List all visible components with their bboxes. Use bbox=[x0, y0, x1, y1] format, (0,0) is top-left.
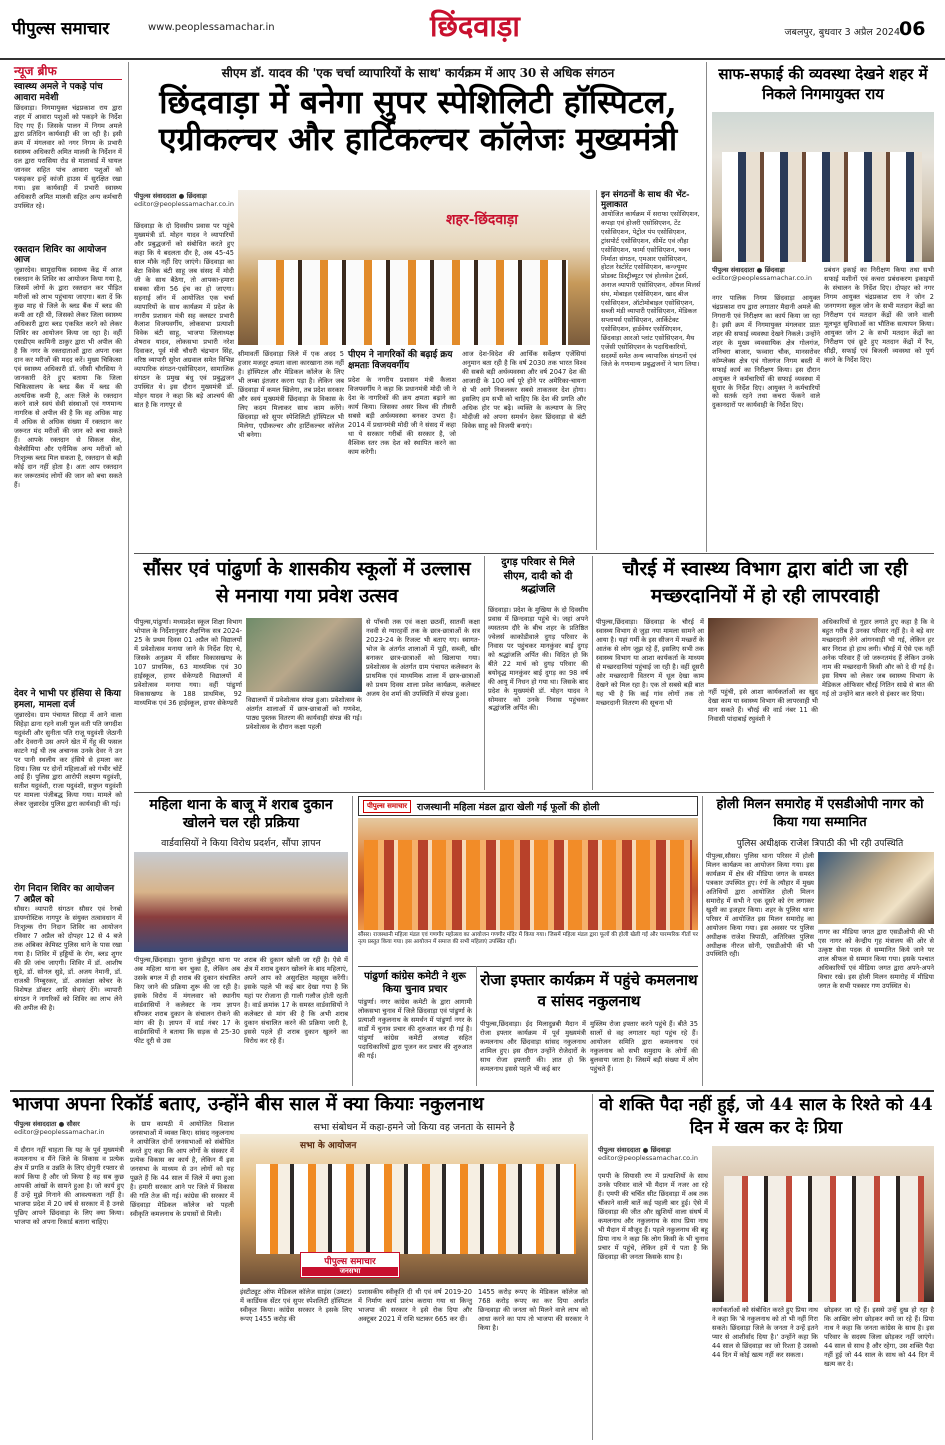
divider bbox=[484, 556, 485, 790]
priya-photo bbox=[712, 1146, 934, 1302]
page-number: 06 bbox=[899, 18, 926, 40]
byline-email[interactable]: editor@peoplessamachar.co.in bbox=[712, 274, 812, 283]
divider bbox=[128, 62, 129, 942]
iftar-col-1: पीपुल्स,छिंदवाड़ा। ईद मिलादुन्नबी मैदान में रोजा इफ्तार कार्यक्रम में पूर्व मुख्यमंत्री कमलनाथ और छिंदवाड़ा सांसद नकुलनाथ शामिल हुए। इस दौरान उन्होंने रोजेदारों के साथ रोजा इफ्तारी की। ज्ञात हो कि कमलनाथ इससे पहले भी कई बार bbox=[480, 1020, 586, 1073]
divider bbox=[702, 796, 703, 1086]
brief-title: देवर ने भाभी पर हंसिया से किया हमला, मामला दर्ज bbox=[14, 689, 121, 710]
mosquito-col-2: नहीं पहुंची, इसे आशा कार्यकर्ताओं का खुद देखा काम या स्वास्थ्य विभाग की लापरवाही भी मान सकते हैं। चौरई की वार्ड नंबर 11 की निवासी पांदाबाई रघुवंशी ने bbox=[708, 688, 819, 723]
cleanliness-photo bbox=[712, 112, 934, 262]
bjp-byline bbox=[14, 1120, 124, 1137]
byline-email[interactable]: editor@peoplessamachar.co.in bbox=[134, 200, 234, 209]
byline-text: पीपुल्स संवाददाता ● छिंदवाड़ा bbox=[712, 266, 785, 274]
divider bbox=[592, 556, 593, 790]
byline-email[interactable]: editor@peoplessamachar.co.in bbox=[598, 1154, 698, 1163]
school-col-2: विद्यालयों में प्रवेशोत्सव संपन्न हुआ। प्रवेशोत्सव के अंतर्गत शालाओं में छात्र-छात्राओं को गणवेश, पाठ्य पुस्तक वितरण की कार्यवाही संपन्न की गई। प्रवेशोत्सव के दौरान कक्षा पहली bbox=[246, 696, 362, 731]
liquor-col-1: पीपुल्स,छिंदवाड़ा। पुराना कुंडीपुरा थाना पर अब महिला थाना बन चुका है, लेकिन अब उसके बगल में ही शराब की दुकान संचालित किए जाने की प्रक्रिया शुरू की जा रही है। इसके विरोध में मंगलवार को स्थानीय वार्डवासियों ने कलेक्टर के नाम ज्ञापन सौंपकर शराब दुकान के संचालन रोकने की मांग की है। ज्ञापन में वार्ड नंबर 17 के वार्डवासियों ने बताया कि सड़क से 25-30 फीट दूरी से उस bbox=[134, 956, 240, 1045]
divider bbox=[352, 796, 353, 1086]
priya-col-2: कार्यकर्ताओं को संबोधित करते हुए प्रिया नाथ ने कहा कि 'बे नकुलनाथ को तो भी नहीं गिरा सकते। छिंदवाड़ा जिले के जनता ने उन्हें इतने प्यार से आशीर्वाद दिया है।' उन्होंने कहा कि 44 साल से छिंदवाड़ा का जो रिश्ता है उसको 44 दिन में कोई खत्म नहीं कर सकता। bbox=[712, 1306, 818, 1359]
cleanliness-headline: साफ-सफाई की व्यवस्था देखने शहर में निकले निगमायुक्त राय bbox=[718, 65, 928, 104]
photo-crowd bbox=[258, 260, 568, 345]
lead-headline bbox=[134, 84, 702, 184]
sidebar-text: आयोजित कार्यक्रम में सराफा एसोसिएशन, कपड़ा एवं होजरी एसोसिएशन, टेंट एसोसिएशन, पेट्रोल पंप एसोसिएशन, ट्रांसपोर्ट एसोसिएशन, सीमेंट एवं लौहा एसोसिएशन, फार्मा एसोसिएशन, भवन निर्माता संगठन, एमआर एसोसिएशन, होटल रेस्टोरेंट एसोसिएशन, कन्ज्यूमर प्रोडक्ट डिस्ट्रीब्यूटर एवं होलसेल ट्रेडर्स, अनाज व्यापारी एसोसिएशन, ऑयल मिलर्स संघ, मोबाइल एसोसिएशन, खाद बीज एसोसिएशन, ऑटोमोबाइल एसोसिएशन, सब्जी मंडी व्यापारी एसोसिएशन, मेडिकल सप्लायर्स एसोसिएशन, आर्किटेक्ट एसोसिएशन, हार्डवेयर एसोसिएशन, छिंदवाड़ा आरओ प्लांट एसोसिएशन, मैथ एजेंसी एसोसिएशन के पदाधिकारियों, सदस्यों समेत अन्य व्यापारिक संगठनों एवं जिले के गणमान्य प्रबुद्धजनों ने भाग लिया। bbox=[601, 210, 701, 369]
lead-col-3: प्रदेश के नगरीय प्रशासन मंत्री कैलाश विजयवर्गीय ने कहा कि प्रधानमंत्री मोदी जी ने देश के नागरिकों की क्रय क्षमता बढ़ाने का कार्य किया। जिसका असर विश्व की तीसरी सबसे बड़ी अर्थव्यवस्था बनकर उभरा है। 2014 में प्रधानमंत्री मोदी जी ने संसद में कहा था ये सरकार गरीबों की सरकार है, जो वैश्विक स्तर तक देश को स्थापित करने का काम करेगी। bbox=[348, 376, 456, 456]
bjp-col-2: के ग्राम कामठी में आयोजित विशाल जनसभाओं में व्यक्त किए। सांसद नकुलनाथ ने आयोजित दोनों जनसभाओं को संबोधित करते हुए कहा कि आप लोगों के संस्कार में प्रत्येक विकास का कार्य है, लेकिन मैं इस जनसभा के माध्यम से उन लोगों को यह पूछते हैं कि 44 साल में जिले में क्या हुआ है। हमारी सरकार आने पर जिले में विकास की गति तेज की गई। कांग्रेस की सरकार में छिंदवाड़ा मेडिकल कॉलेज को पहली स्वीकृति कमलनाथ के प्रयासों से मिली। bbox=[130, 1120, 234, 1218]
cleanliness-col-1: नगर पालिक निगम छिंदवाड़ा आयुक्त चंद्रप्रकाश राय द्वारा लगातार मैदानी अमले की निगरानी एवं निरीक्षण का कार्य किया जा रहा है। इसी क्रम में निगमायुक्त मंगलवार प्रातः शहर की सफाई व्यवस्था देखने निकले। उन्होंने शहर के मुख्य व्यवसायिक क्षेत्र गोलगंज, शनिचरा बाजार, फव्वारा चौक, मानसरोवर कॉम्प्लेक्स क्षेत्र एवं गोलगंज निगम बस्ती में सफाई कार्य का निरीक्षण किया। इस दौरान आयुक्त ने कर्मचारियों की सफाई व्यवस्था में सुधार के निर्देश दिए। आयुक्त ने कर्मचारियों को सतर्क रहने तथा कचरा फेंकने वाले दुकानदारों पर कार्यवाही के निर्देश दिए। bbox=[712, 294, 820, 410]
school-photo bbox=[246, 618, 362, 692]
liquor-headline: महिला थाना के बाजू में शराब दुकान खोलने चल रही प्रक्रिया bbox=[149, 797, 333, 832]
bjp-col-4: प्रशासकीय स्वीकृति दी थी एवं वर्ष 2019-20 में निर्माण कार्य प्रारंभ कराया गया था किन्तु भाजपा की सरकार ने इसे रोक दिया और अक्टूबर 2021 में राशि घटाकर 665 कर दी। bbox=[358, 1288, 472, 1323]
brief-title: रक्तदान शिविर का आयोजन आज bbox=[14, 244, 107, 266]
photo-women bbox=[364, 840, 692, 930]
brief-text: छिंदवाड़ा। निगमायुक्त चंद्रप्रकाश राय द्वारा शहर में आवारा पशुओं को पकड़ने के निर्देश दिए गए हैं। जिसके पालन में निगम अमले द्वारा प्रतिदिन कार्यवाही की जा रही है। इसी क्रम में मंगलवार को नगर निगम के प्रभारी स्वास्थ्य अधिकारी अमित मालवी के निर्देशन में दल द्वारा परासिया रोड से मातावार्ड में घायल जानवर सहित पांच आवारा पशुओं को पकड़कर इन्हें कांजी हाउस में सुरक्षित रखा गया। इस कार्यवाही में प्रभारी स्वास्थ्य अधिकारी अमित मालवी सहित अन्य कर्मचारी उपस्थित रहे। bbox=[14, 103, 122, 211]
sdop-col-1: पीपुल्स,सौसर। पुलिस थाना परिसर में होली मिलन कार्यक्रम का आयोजन किया गया। इस कार्यक्रम में क्षेत्र की मीडिया जगत के समस्त पत्रकार उपस्थित हुए। रंगों के त्यौहार में मुख्य अतिथियों द्वारा आयोजित होली मिलन समारोह में सभी ने एक दूसरे को रंग लगाकर खुशी का इजहार किया। शहर के पुलिस थाना परिसर में आयोजित इस मिलन समारोह का आयोजन किया गया। इस अवसर पर पुलिस अधीक्षक राजेश त्रिपाठी, अतिरिक्त पुलिस अधीक्षक नीरज सोनी, एसडीओपी की भी उपस्थिति रही। bbox=[706, 852, 814, 959]
bjp-subhead: सभा संबोधन में कहा-हमने जो किया वह जनता के सामने है bbox=[313, 1122, 515, 1133]
bjp-headline: भाजपा अपना रिकॉर्ड बताए, उन्होंने बीस साल में क्या कियाः नकुलनाथ bbox=[12, 1094, 484, 1115]
brief-item bbox=[14, 884, 122, 1046]
brief-item bbox=[14, 245, 122, 687]
holi-photo bbox=[358, 818, 698, 930]
brief-item bbox=[14, 82, 122, 242]
dugad-headline: दुगड़ परिवार से मिले सीएम, दादी को दी श्रद्धांजलि bbox=[501, 557, 575, 595]
news-brief-column bbox=[14, 62, 122, 1012]
iftar-headline: रोजा इफ्तार कार्यक्रम में पहुंचे कमलनाथ व सांसद नकुलनाथ bbox=[480, 971, 698, 1010]
mosquito-headline: चौरई में स्वास्थ्य विभाग द्वारा बांटी जा रही मच्छरदानियों में हो रही लापरवाही bbox=[622, 558, 908, 607]
masthead-logo bbox=[12, 16, 109, 38]
brief-text: जुन्नारदेव। सामुदायिक स्वास्थ्य केंद्र में आज रक्तदान के शिविर का आयोजन किया गया है, जिसमें लोगों के द्वारा रक्तदान कर पीड़ित मरीजों को लाभ पहुंचाया जाएगा। बता दें कि कुछ माह से जिले के ब्लड बैंक में ब्लड की कमी आ रही थी, जिसको लेकर जिला स्वास्थ्य अधिकारी द्वारा ब्लड एकत्रित करने को लेकर शिविर का आयोजन किया जा रहा है। वहीं एसडीएम कामिनी ठाकुर द्वारा भी अपील की है कि नगर के रक्तदाताओं द्वारा अपना रक्त दान कर मरीजों की मदद करें। मुख्य चिकित्सा एवं स्वास्थ्य अधिकारी डॉ. जीसी चौरसिया ने जानकारी देते हुए बताया कि जिला चिकित्सालय के ब्लड बैंक में ब्लड की अत्यधिक कमी है, अतः जिले के रक्तदान करने वाले स्वयं सेवी संस्थाओं एवं गणमान्य नागरिक से अपील की है कि वह अधिक माह में अधिक से अधिक संख्या में रक्तदान कर जरूरत मंद मरीजों की जान को बचा सकते हैं। आपके रक्तदान से सिकल सेल, थैलेसीमिया और एनीमिक अन्य मरीजों को निःशुल्क ब्लड मिल सकता है, रक्तदान से बड़ी कोई दान नहीं होता है। अतः आप रक्तदान कर जरूरतमंद लोगों की जान को बचा सकते हैं। bbox=[14, 266, 122, 490]
priya-col-3: छोड़कर जा रहे हैं। इससे उन्हें दुख हो रहा है कि आखिर लोग छोड़कर क्यों जा रहे हैं। प्रिया नाथ ने कहा कि जनता कांग्रेस के साथ है। इस परिवार के सदस्य जिला छोड़कर नहीं जाएंगे। 44 साल से साथ है और रहेगा, उस शक्ति पैदा नहीं हुई जो 44 साल के साथ को 44 दिन में खत्म कर दे। bbox=[824, 1306, 934, 1368]
sdop-photo bbox=[818, 852, 934, 924]
byline-text: पीपुल्स संवाददाता ● छिंदवाड़ा bbox=[598, 1146, 671, 1154]
brief-title: स्वास्थ्य अमले ने पकड़े पांच आवारा मवेशी bbox=[14, 82, 103, 103]
photo-banner: सभा के आयोजन bbox=[300, 1141, 357, 1151]
mosquito-col-1: पीपुल्स,छिंदवाड़ा। छिंदवाड़ा के चौरई में स्वास्थ्य विभाग से जुड़ा नया मामला सामने आ आया है। यहां गर्मी के इस सीजन में मच्छरों के आतंक से लोग जूझ रहे हैं, इसलिए सभी तक स्वास्थ्य विभाग या आशा कार्यकर्ता के माध्यम से मच्छरदानियां पहुंचाई जा रही है। वहीं दूसरी ओर मच्छरदानी वितरण में धूल देखा काम देखने को मिल रहा है। एक तो सबसे बड़ी बात यह भी है कि कई गांव लोगों तक तो मच्छरदानी वितरण की सूचना भी bbox=[596, 618, 704, 707]
lead-kicker: सीएम डॉ. यादव की 'एक चर्चा व्यापारियों के साथ' कार्यक्रम में आए 30 से अधिक संगठन bbox=[221, 66, 615, 80]
divider bbox=[134, 792, 934, 793]
byline-email[interactable]: editor@peoplessamachar.in bbox=[14, 1128, 105, 1137]
lead-sub-head: पीएम ने नागरिकों की बढ़ाई क्रय क्षमताः विजयवर्गीय bbox=[348, 350, 453, 371]
liquor-photo bbox=[134, 852, 348, 952]
congress-body: पांढुर्णा। नगर कांग्रेस कमेटी के द्वारा आगामी लोकसभा चुनाव में जिले छिंदवाड़ा एवं पांढुर्णा के प्रत्याशी नकुलनाथ के समर्थन में पांढुर्णा नगर के वार्डों में चुनाव प्रचार की शुरुआत कर दी गई है। पांढुर्णा कांग्रेस कमेटी अध्यक्ष सहित पदाधिकारियों द्वारा पूजन कर प्रचार की शुरुआत की गई। bbox=[358, 998, 472, 1060]
photo-logo-text: पीपुल्स समाचार bbox=[324, 1257, 376, 1267]
bjp-photo bbox=[240, 1134, 588, 1284]
byline-text: पीपुल्स संवाददाता ● छिंदवाड़ा bbox=[134, 192, 207, 200]
lead-photo bbox=[238, 190, 590, 345]
brief-item bbox=[14, 689, 122, 881]
lead-headline-line2: एग्रीकल्चर और हार्टिकल्चर कॉलेजः मुख्यमंत्री bbox=[158, 119, 678, 158]
sdop-headline: होली मिलन समारोह में एसडीओपी नागर को किया गया सम्मानित bbox=[716, 797, 924, 830]
bjp-col-1: में दौरान नहीं चाहता कि यह के पूर्व मुख्यमंत्री कमलनाथ व मैंने जिले के विकास व प्रत्येक क्षेत्र में प्रगति व उन्नति के लिए दोगुनी रफ्तार से कार्य किया है और जो किया है वह सब कुछ आपकी आंखों के सामने हुआ है। जो कार्य हुए हैं उन्हें मुझे गिनाने की आवश्यकता नहीं है। भाजपा प्रदेश में 20 वर्ष से सरकार में है उनसे पूछिए आपने छिंदवाड़ा के लिए क्या किया। भाजपा को अपना रिकार्ड बताना चाहिए। bbox=[14, 1146, 124, 1226]
lead-byline bbox=[134, 192, 234, 209]
holi-banner-logo: पीपुल्स समाचार bbox=[363, 800, 411, 813]
city-title: छिंदवाड़ा bbox=[430, 9, 520, 43]
photo-figures bbox=[724, 1176, 924, 1302]
mosquito-photo bbox=[708, 618, 818, 684]
photo-crowd bbox=[256, 1164, 576, 1254]
lead-col-1: छिंदवाड़ा के दो दिवसीय प्रवास पर पहुंचे मुख्यमंत्री डॉ. मोहन यादव ने व्यापारियों और प्रबुद्धजनों को संबोधित करते हुए कहा कि ये बदलता दौर है, अब 45-45 साल मौके नहीं दिए जाएंगे। छिंदवाड़ा का बेटा विवेक बंटी साहू जब संसद में मोदी जी के साथ बैठेगा, तो आपका-हमारा सबका सीना 56 इंच का हो जाएगा। सहनाई लॉन में आयोजित एक चर्चा व्यापारियों के साथ कार्यक्रम में प्रदेश के नगरीय प्रशासन मंत्री सह क्लस्टर प्रभारी कैलाश विजयवर्गीय, लोकसभा प्रत्याशी विवेक बंटी साहू, भाजपा जिलाध्यक्ष शेषराव यादव, लोकसभा प्रभारी नरेश दिवाकर, पूर्व मंत्री चौधरी चंद्रभान सिंह, वरिष्ठ व्यापारी सुरेश अग्रवाल समेत विभिन्न व्यापारिक संगठन-एसोसिएशन, सामाजिक संगठन के प्रमुख बंधु एवं प्रबुद्धजन उपस्थित थे। इस दौरान मुख्यमंत्री डॉ. मोहन यादव ने कहा कि बड़े आश्चर्य की बात है कि नागपुर से bbox=[134, 222, 234, 410]
divider bbox=[592, 1094, 593, 1440]
holi-banner bbox=[358, 796, 698, 816]
divider bbox=[134, 553, 934, 554]
lead-sidebar bbox=[596, 190, 702, 550]
bjp-col-3: इंस्टीट्यूट ऑफ मेडिकल कॉलेज साइंस (उक्टर) में कार्डियक सेंटर एवं सुपर स्पेशलिटी हॉस्पिटल स्वीकृत किया। कांग्रेस सरकार ने इसके लिए रूपए 1455 करोड़ की bbox=[240, 1288, 352, 1323]
divider bbox=[358, 966, 698, 967]
photo-logo-sub: जनसभा bbox=[302, 1267, 398, 1276]
lead-col-4: आज देश-विदेश की आर्थिक सर्वेक्षण एजेंसियां अनुमान बता रही है कि वर्ष 2030 तक भारत विश्व की सबसे बड़ी अर्थव्यवस्था और वर्ष 2047 देश की आजादी के 100 वर्ष पूरे होने पर अमेरिका-चायना से भी आगे निकलकर सबसे ताकतवर देश होगा। इसलिए हम सभी को चाहिए कि देश की प्रगति और अधिक होर पर बढ़े। व्यक्ति के कल्याण के लिए मोदीजी को अपना समर्थन देकर छिंदवाड़ा से बंटी विवेक साहू को विजयी बनाएं। bbox=[462, 350, 586, 430]
mosquito-col-3: अधिकारियों से गुहार लगाते हुए कहा है कि वे बहुत गरीब हैं उनका परिवार नहीं है। वे बड़े वार मच्छरदानी लेने आंगनवाड़ी भी गई, लेकिन हर बार निराश हो हाथ लगी। चौरई में ऐसे एक नहीं अनेक परिवार हैं जो जरूरतमंद हैं लेकिन उनके नाम की मच्छरदानी किसी और को दे दी गई है। इस विषय को लेकर जब स्वास्थ्य विभाग के मेडिकल ऑफिसर चौरई नितिन साम्रे से बात की गई तो उन्होंने बात करने से इंकार कर दिया। bbox=[822, 618, 934, 698]
brief-text: सौसर। व्यापारी संगठन सौसर एवं रेनबो डायग्नोस्टिक नागपुर के संयुक्त तत्वावधान में निःशुल्क रोग निदान शिविर का आयोजन रविवार 7 अप्रैल को दोपहर 12 से 4 बजे तक अंबिका केमिस्ट पुलिस थाने के पास रखा गया है। शिविर में हड्डियों के रोग, ब्लड शुगर की फ्री जांच जाएगी। शिविर में डॉ. आशीष सुडे, डॉ. सोनल सुडे, डॉ. अजय नेमानी, डॉ. राजश्री निम्बुरकर, डॉ. आकांक्षा कोचर के विशेषज्ञ डॉक्टर आदि सेवाएं देंगे। व्यापारी संगठन ने नागरिकों को शिविर का लाभ लेने की अपील की है। bbox=[14, 905, 122, 1012]
news-brief-label: न्यूज ब्रीफ bbox=[14, 62, 122, 80]
school-col-1: पीपुल्स,पांढुर्णा। मध्यप्रदेश स्कूल शिक्षा विभाग भोपाल के निर्देशानुसार शैक्षणिक सत्र 2024-25 के प्रथम दिवस 01 अप्रैल को विद्यालयों में प्रवेशोत्सव मनाया जाने के निर्देश दिए थे, जिसके अनुक्रम में सौंसर विकासखण्ड के 107 प्राथमिक, 63 माध्यमिक एवं 30 हाईस्कूल, हायर सेकेण्डरी विद्यालयों में प्रवेशोत्सव मनाया गया। वहीं पांढुर्णा विकासखण्ड के 188 प्राथमिक, 92 माध्यमिक एवं 36 हाईस्कूल, हायर सेकेण्डरी bbox=[134, 618, 242, 707]
lead-col-2: सीमावर्ती छिंदवाड़ा जिले में एक अदद 5 हजार मजदूर क्षमता वाला कारखाना तक नहीं है। हॉस्पिटल और मेडिकल कॉलेज के लिए भी लम्बा इंतजार करना पड़ा है। लेकिन जब छिंदवाड़ा में कमल खिलेगा, तब प्रदेश सरकार और स्वयं मुख्यमंत्री छिंदवाड़ा के विकास के लिए कदम मिलाकर साथ काम करेंगे। छिंदवाड़ा को सुपर स्पेशिलिटी हॉस्पिटल भी मिलेगा, एग्रीकल्चर और हार्टिकल्चर कॉलेज भी बनेगा। bbox=[238, 350, 344, 439]
photo-logo bbox=[300, 1252, 400, 1278]
divider bbox=[476, 966, 477, 1086]
congress-headline: पांढुर्णा कांग्रेस कमेटी ने शुरू किया चुनाव प्रचार bbox=[364, 971, 466, 995]
divider bbox=[10, 1090, 934, 1092]
lead-headline-line1: छिंदवाड़ा में बनेगा सुपर स्पेशिलिटी हॉस्पिटल, bbox=[159, 83, 677, 121]
brief-text: जुन्नारदेव। ग्राम पंचायत सिरड़ा में आने वाला सिहेड़ा ढाना रहने वाली फूल वती पति जगदीश यदुवंशी और सुनीता पति राजू यदुवंशी जेठानी और देवरानी उस अपने खेत में गेंहू की फसल काटने गई थी तब अचानक उनके देवर ने उन पर पानी स्थलीय कर हंसिये से हमला कर दिया। जिस पर दोनों महिलाओं को गंभीर चोटें आई हैं। पुलिस द्वारा आरोपी लक्ष्मण यदुवंशी, सतीश यदुवंशी, राजा यदुवंशी, सत्रुघ्न यदुवंशी पर मामला पंजीबद्ध किया गया। मामले को लेकर जुन्नारदेव पुलिस द्वारा कार्यवाही की गई। bbox=[14, 710, 122, 809]
cleanliness-col-2: प्रबंधन इकाई का निरीक्षण किया तथा सभी सफाई मशीनों एवं कचरा प्रबंधकरण इकाइयों के संचालन के निर्देश दिए। दोपहर को नगर निगम आयुक्त चंद्रप्रकाश राय ने जोन 2 जनगणना स्कूल जोन के सभी मतदान केंद्रों का निरीक्षण एवं मतदान केंद्रों की जाने वाली मूलभूत सुविधाओं का भौतिक सत्यापन किया। आयुक्त जोन 2 के सभी मतदान केंद्रों का निरीक्षण एवं छूटे हुए मतदान केंद्रों में रैंप, सीढ़ी, सफाई एवं बिजली व्यवस्था को पूर्ण करने के निर्देश दिए। bbox=[824, 266, 934, 364]
date-line: जबलपुर, बुधवार 3 अप्रैल 2024 bbox=[784, 27, 900, 38]
priya-col-1: एमपी के सियासी रण में प्रत्याशियों के साथ उनके परिवार वाले भी मैदान में नजर आ रहे हैं। एमपी की चर्चित सीट छिंदवाड़ा में अब तक चौंकाने वाली बातें कई पहली बार हुई। ऐसे में छिंदवाड़ा की जीत और ख़ुशियों वाला संघर्ष में कमलनाथ और नकुलनाथ के साथ प्रिया नाथ भी मैदान में मौजूद हैं। पहले नकुलनाथ की बहू प्रिया नाथ ने कहा कि लोग किसी के भी चुनाव प्रचार में पहुंचे, लेकिन हमें ये पता है कि छिंदवाड़ा की जनता किसके साथ है। bbox=[598, 1172, 708, 1261]
school-headline: सौंसर एवं पांढुर्णा के शासकीय स्कूलों में उल्लास से मनाया गया प्रवेश उत्सव bbox=[143, 558, 471, 607]
holi-caption: सौंसर। राजस्थानी महिला मंडल एवं गणगौर महोत्सव का आयोजन गणगौर मंदिर में किया गया। जिसमें महिला मंडल द्वारा फूलों की होली खेली गई और पारम्परिक गीतों पर नृत्य प्रस्तुत किया गया। इस आयोजन में समाज की सभी महिलाएं उपस्थित रहीं। bbox=[358, 932, 698, 945]
byline-text: पीपुल्स संवाददाता ● सौसर bbox=[14, 1120, 80, 1128]
masthead bbox=[0, 0, 945, 60]
sidebar-title: इन संगठनों के साथ की भेंट-मुलाकात bbox=[601, 190, 690, 211]
dugad-body: छिंदवाड़ा। प्रदेश के मुखिया के दो दिवसीय प्रवास में छिन्दवाड़ा पहुंचे थे। जहां अपने व्यस्ततम दौरे के बीच शहर के प्रतिष्ठित ज्वेलर्स काकोडीवाले दुगड़ परिवार के निवास पर पहुंचकर मानकुंवर बाई दुगड़ को श्रद्धांजलि अर्पित की। विदित हो कि बीते 22 मार्च को दुगड़ परिवार की बयोवृद्ध मानकुंवर बाई दुगड़ का 98 वर्ष की आयु में निधन हो गया था। जिसके बाद प्रदेश के मुख्यमंत्री डॉ. मोहन यादव ने सोमवार को उनके निवास पहुंचकर श्रद्धांजलि अर्पित की। bbox=[488, 606, 588, 713]
website[interactable]: www.peoplessamachar.in bbox=[148, 22, 275, 33]
priya-byline bbox=[598, 1146, 708, 1163]
iftar-col-2: मुस्लिम रोजा इफ्तार करने पहुंचे हैं। बीते 35 सालों से वह लगातार यहां पहुंच रहे हैं। आयोजन समिति द्वारा कमलनाथ एवं नकुलनाथ को सभी समुदाय के लोगों की बुलवाया जाता है। जिसमें बड़ी संख्या में लोग पहुंचते हैं। bbox=[590, 1020, 698, 1073]
brief-title: रोग निदान शिविर का आयोजन 7 अप्रैल को bbox=[14, 883, 115, 905]
divider bbox=[706, 62, 707, 552]
sdop-col-2: नागर का मीडिया जगत द्वारा एसडीओपी की भी एस नागर को केन्द्रीय गृह मंत्रालय की ओर से उत्कृष्ट सेवा पदक से सम्मानित किये जाने पर शाल श्रीफल से सम्मान किया गया। इसके पश्चात अधिकारियों एवं मीडिया जगत द्वारा अपने-अपने विचार रखे। इस होली मिलन समारोह में मीडिया जगत के सभी पत्रकार गण उपस्थित थे। bbox=[818, 928, 934, 990]
logo-text: पीपुल्स समाचार bbox=[12, 18, 110, 39]
photo-figures bbox=[722, 152, 922, 262]
priya-headline: वो शक्ति पैदा नहीं हुई, जो 44 साल के रिश्ते को 44 दिन में खत्म कर देः प्रिया bbox=[599, 1095, 933, 1138]
liquor-subhead: वार्डवासियों ने किया विरोध प्रदर्शन, सौंपा ज्ञापन bbox=[161, 838, 321, 849]
sdop-subhead: पुलिस अधीक्षक राजेश त्रिपाठी की भी रही उपस्थिति bbox=[736, 839, 904, 849]
holi-headline: राजस्थानी महिला मंडल द्वारा खेली गई फूलों की होली bbox=[417, 801, 600, 813]
liquor-col-2: शराब की दुकान खोली जा रही है। ऐसे में क्षेत्र में शराब दुकान खोलने के बाद महिलाएं, अपने आप को असुरक्षित महसूस करेंगी। इसके पहले भी कई बार देखा गया है कि यहां पर रोजाना ही गाली गलौज होती रहती है। वार्ड क्रमांक 17 के समस्त वार्डवासियों ने कलेक्टर से मांग की है कि अभी शराब दुकान संचालित करने की प्रक्रिया जारी है, इससे पहले ही शराब दुकान खुलने का विरोध कर रहे हैं। bbox=[244, 956, 348, 1045]
school-col-3: से पाँचवी तक एवं कक्षा छठवीं, सातवीं कक्षा नववी से ग्यारहवीं तक के छात्र-छात्राओं के सत्र 2023-24 के रिजल्ट भी बताए गए। स्वागत-भोज के अंतर्गत शालाओं में पूड़ी, सब्जी, खीर बनाकर छात्र-छात्राओं को खिलाया गया। प्रवेशोत्सव के अंतर्गत ग्राम पंचायत कलेक्शन के प्राथमिक एवं माध्यमिक शाला में छात्र-छात्राओं को प्रथम दिवस शाला प्रवेश कार्यक्रम, कलेक्टर अजय देव शर्मा की उपस्थिति में संपन्न हुआ। bbox=[366, 618, 480, 698]
photo-banner: शहर-छिंदवाड़ा bbox=[446, 212, 518, 228]
bjp-col-5: 1455 करोड़ रूपए के मेडिकल कॉलेज को 768 करोड़ रूपए का कर दिया अर्थात छिन्दवाड़ा की जनता को मिलने वाले लाभ को आधा करने का पाप तो भाजपा की सरकार ने किया है। bbox=[478, 1288, 588, 1332]
